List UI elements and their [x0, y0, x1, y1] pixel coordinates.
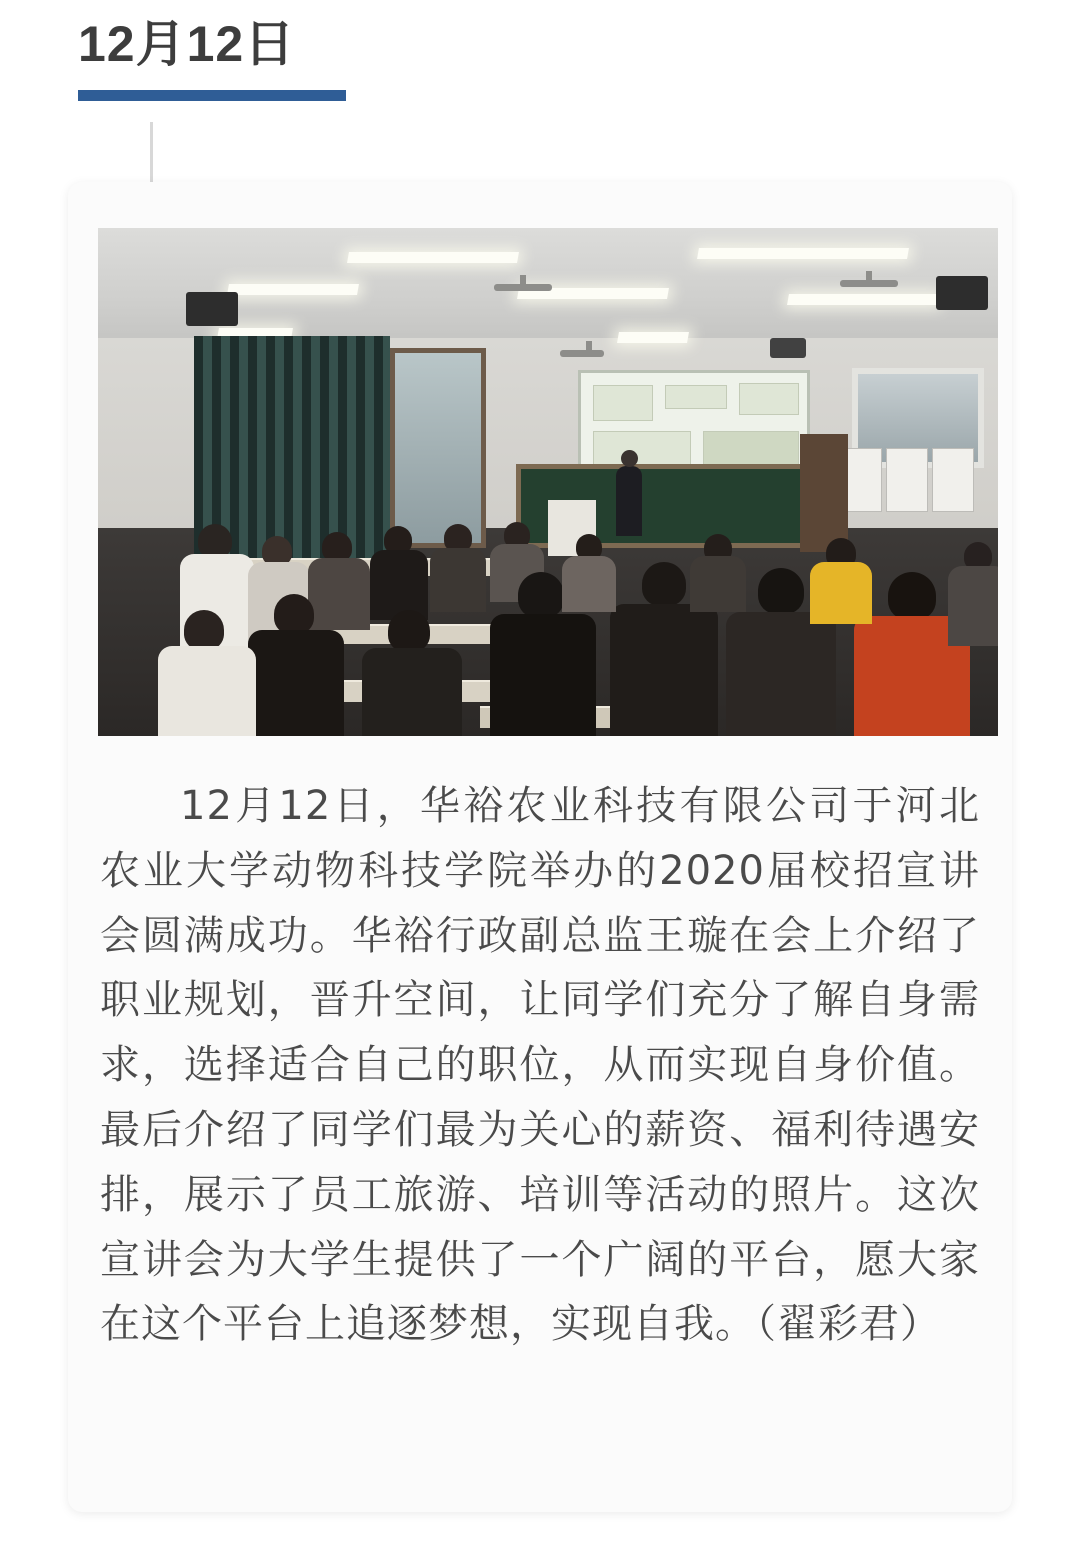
title-underline	[78, 90, 346, 101]
student-head	[388, 610, 430, 652]
student-body	[370, 550, 428, 620]
ceiling-light-icon	[347, 252, 519, 263]
wall-poster	[932, 448, 974, 512]
lecture-hall-photo	[98, 228, 998, 736]
ceiling-light-icon	[227, 284, 359, 295]
article-body: 12月12日，华裕农业科技有限公司于河北农业大学动物科技学院举办的2020届校招宣讲会圆满成功。华裕行政副总监王璇在会上介绍了职业规划，晋升空间，让同学们充分了解自身需求，选择适合自己的职位，从而实现自身价值。最后介绍了同学们最为关心的薪资、福利待遇安排，展示了员工旅游、培训等活动的照片。这次宣讲会为大学生提供了一个广阔的平台，愿大家在这个平台上追逐梦想，实现自我。（翟彩君）	[100, 783, 980, 1348]
student-audience	[98, 518, 998, 736]
wall-speaker-icon	[936, 276, 988, 310]
student-head	[198, 524, 232, 558]
student-head	[518, 572, 564, 618]
wall-poster	[886, 448, 928, 512]
ceiling-light-icon	[787, 294, 939, 305]
student-head	[642, 562, 686, 606]
student-body	[308, 558, 370, 630]
student-body	[362, 648, 462, 736]
ceiling-fan-icon	[494, 284, 552, 291]
student-head	[888, 572, 936, 620]
projector-icon	[770, 338, 806, 358]
student-body	[430, 548, 486, 612]
student-body	[726, 612, 836, 736]
ceiling-fan-icon	[840, 280, 898, 287]
student-body	[690, 556, 746, 612]
student-head	[274, 594, 314, 634]
slide-block	[593, 385, 653, 421]
ceiling-light-icon	[697, 248, 909, 259]
article-card	[68, 182, 1012, 1512]
student-body	[248, 630, 344, 736]
ceiling-light-icon	[617, 332, 689, 343]
slide-block	[739, 383, 799, 415]
student-body	[562, 556, 616, 612]
student-head	[758, 568, 804, 614]
slide-block	[665, 385, 727, 409]
student-body	[810, 562, 872, 624]
student-body	[948, 566, 998, 646]
ceiling-fan-icon	[560, 350, 604, 357]
student-body	[490, 614, 596, 736]
photo-illustration	[98, 228, 998, 736]
wall-speaker-icon	[186, 292, 238, 326]
student-body	[158, 646, 256, 736]
student-body	[610, 604, 718, 736]
page-title: 12月12日	[78, 16, 296, 72]
student-head	[184, 610, 224, 650]
date-header	[78, 14, 498, 101]
